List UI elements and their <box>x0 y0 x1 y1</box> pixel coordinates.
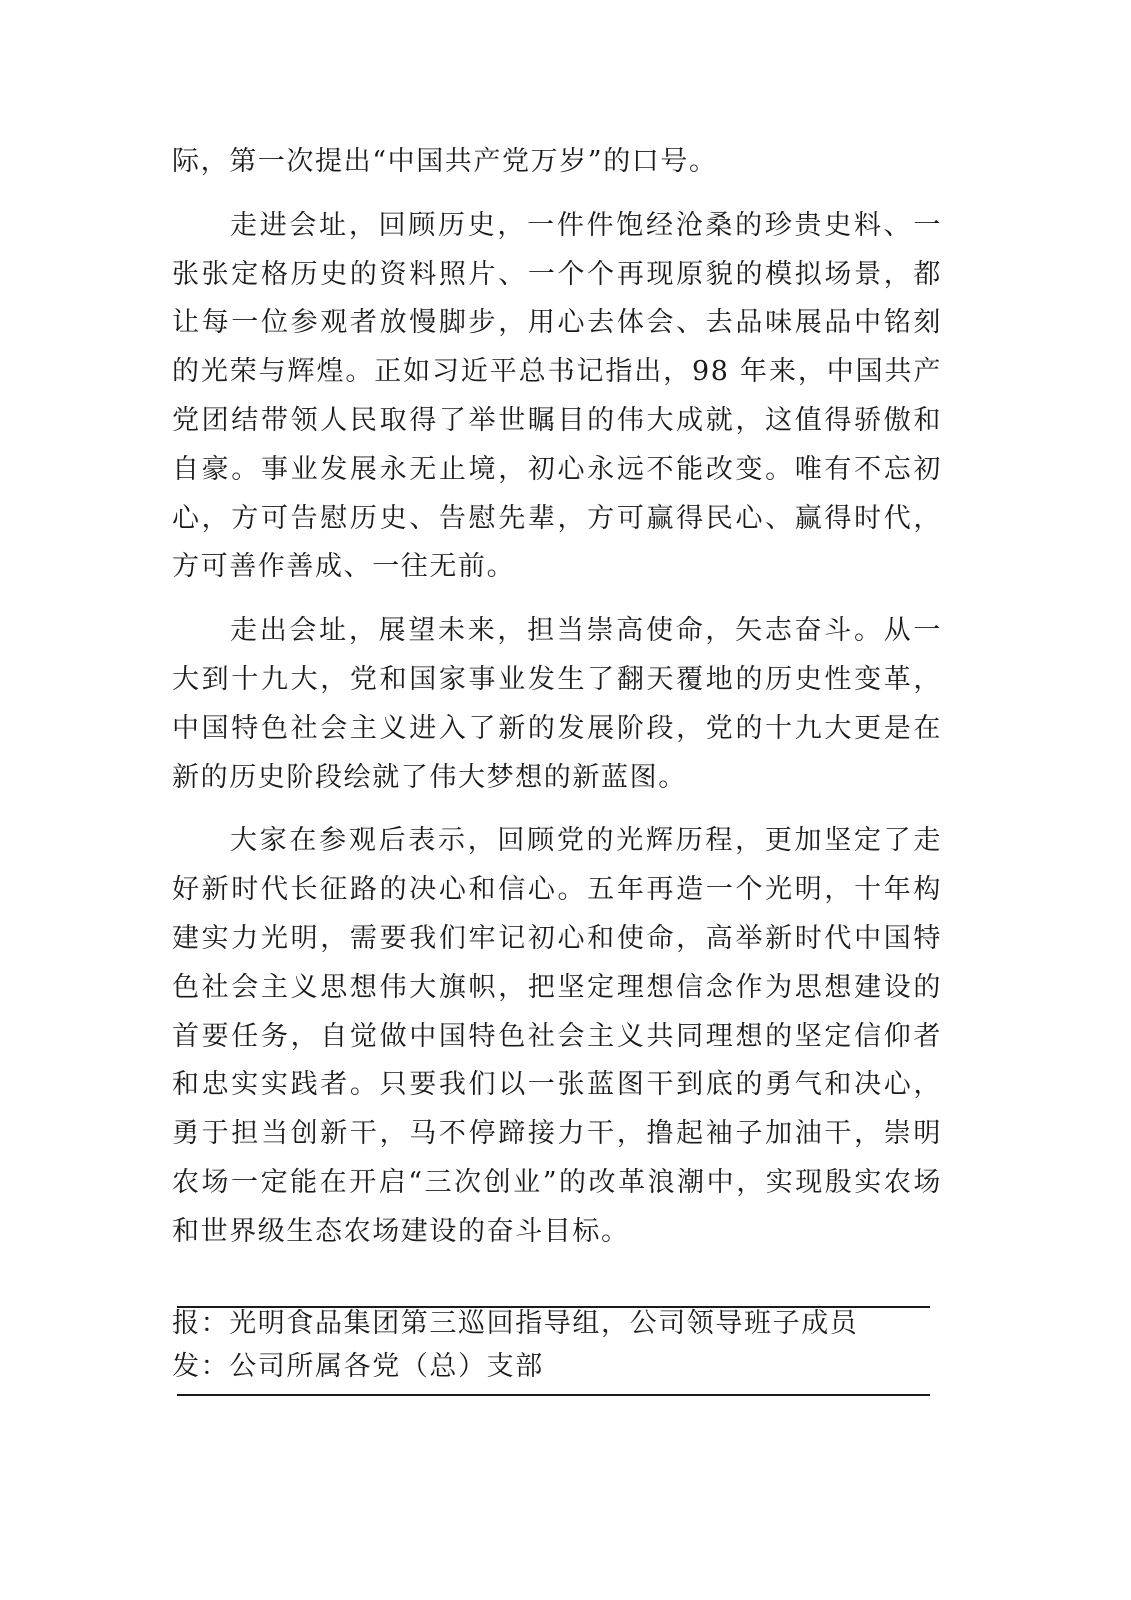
paragraph-commitment: 大家在参观后表示，回顾党的光辉历程，更加坚定了走好新时代长征路的决心和信心。五年再造一个光明，十年构建实力光明，需要我们牢记初心和使命，高举新时代中国特色社会主义思想伟大旗帜，把坚定理想信念作为思想建设的首要任务，自觉做中国特色社会主义共同理想的坚定信仰者和忠实实践者。只要我们以一张蓝图干到底的勇气和决心，勇于担当创新干，马不停蹄接力干，撸起袖子加油干，崇明农场一定能在开启“三次创业”的改革浪潮中，实现殷实农场和世界级生态农场建设的奋斗目标。 <box>172 825 942 1247</box>
send-to-line: 发：公司所属各党（总）支部 <box>172 1351 544 1382</box>
paragraph-future: 走出会址，展望未来，担当崇高使命，矢志奋斗。从一大到十九大，党和国家事业发生了翻天覆地的历史性变革，中国特色社会主义进入了新的发展阶段，党的十九大更是在新的历史阶段绘就了伟大梦想的新蓝图。 <box>172 615 942 793</box>
distribution-bottom-rule <box>177 1394 930 1396</box>
paragraph-continued: 际，第一次提出“中国共产党万岁”的口号。 <box>172 146 718 177</box>
document-body <box>172 138 942 1257</box>
report-to-line: 报：光明食品集团第三巡回指导组，公司领导班子成员 <box>172 1308 859 1339</box>
paragraph-history: 走进会址，回顾历史，一件件饱经沧桑的珍贵史料、一张张定格历史的资料照片、一个个再现原貌的模拟场景，都让每一位参观者放慢脚步，用心去体会、去品味展品中铭刻的光荣与辉煌。正如习近平总书记指出，98 年来，中国共产党团结带领人民取得了举世瞩目的伟大成就，这值得骄傲和自豪。事业发展永无止境，初心永远不能改变。唯有不忘初心，方可告慰历史、告慰先辈，方可赢得民心、赢得时代，方可善作善成、一往无前。 <box>172 209 942 583</box>
